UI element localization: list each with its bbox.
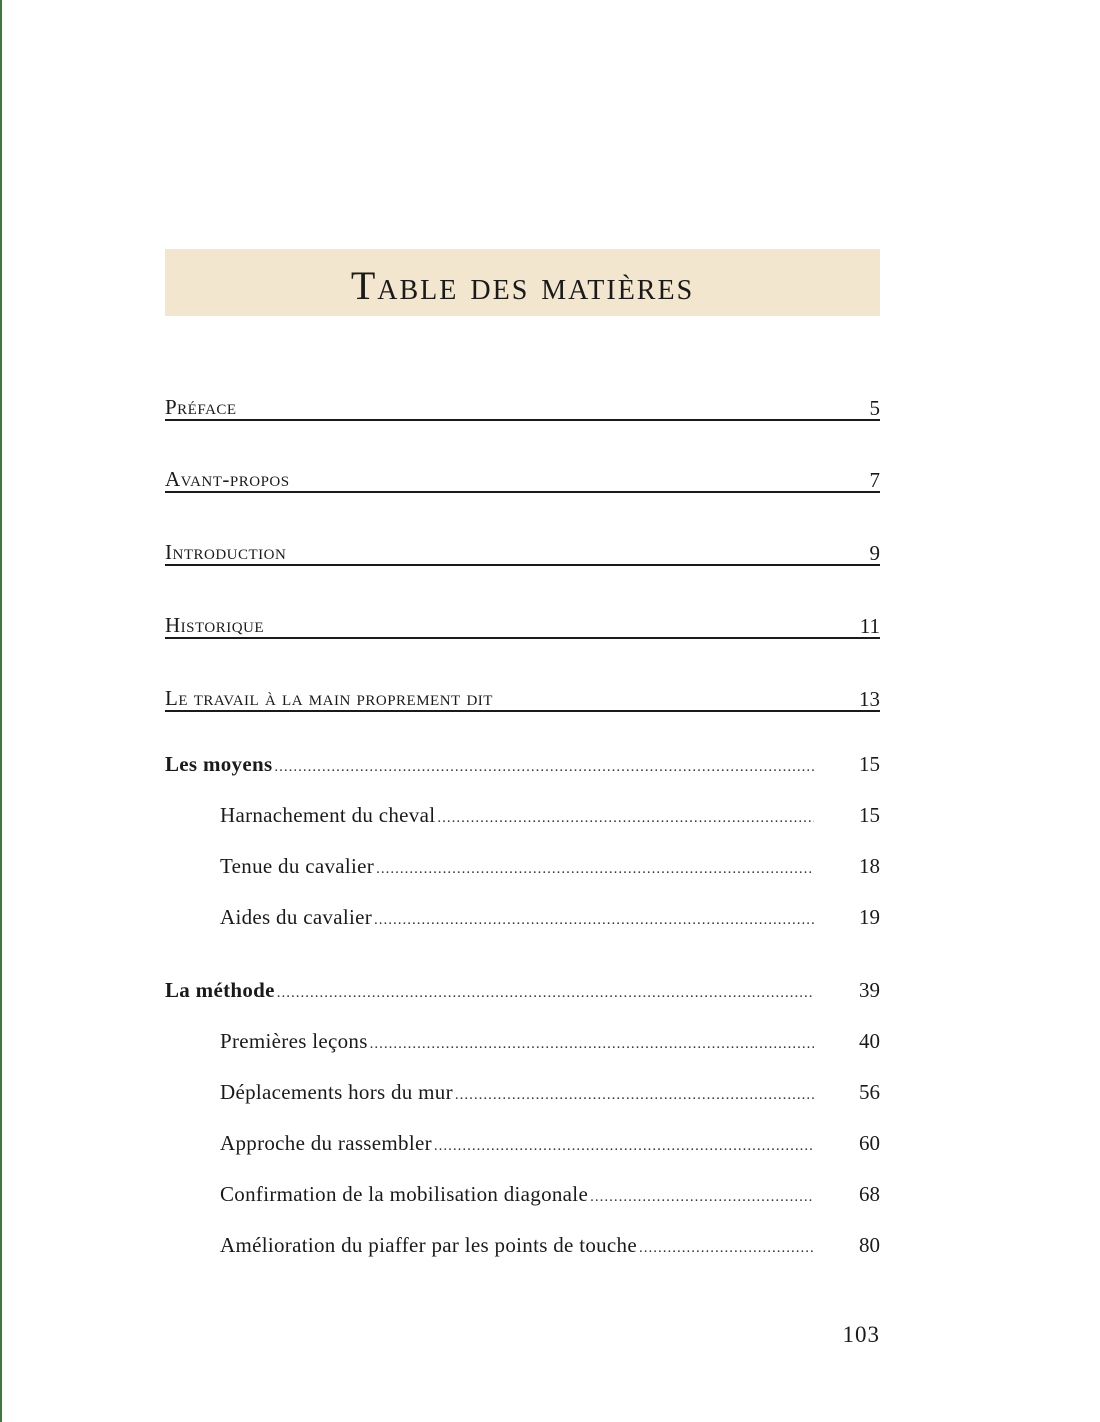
- entry-label: Aides du cavalier: [220, 905, 373, 929]
- toc-entry-tenue[interactable]: [220, 854, 880, 884]
- entry-page-number: 15: [859, 752, 880, 776]
- entry-label: Confirmation de la mobilisation diagonale: [220, 1182, 589, 1206]
- toc-entry-premieres-lecons[interactable]: [220, 1029, 880, 1059]
- entry-page-number: 18: [859, 854, 880, 878]
- toc-section-avant-propos[interactable]: [165, 461, 880, 493]
- page-edge-line: [0, 0, 2, 1422]
- dot-leader: [376, 861, 814, 878]
- title-banner: [165, 249, 880, 316]
- section-page-number: 9: [869, 541, 880, 565]
- section-label: Le travail à la main proprement dit: [165, 686, 493, 710]
- dot-leader: [370, 1036, 814, 1053]
- toc-entry-aides[interactable]: [220, 905, 880, 935]
- toc-section-historique[interactable]: [165, 607, 880, 639]
- section-label: Introduction: [165, 540, 287, 564]
- entry-label: Tenue du cavalier: [220, 854, 375, 878]
- page-number: 103: [842, 1322, 880, 1347]
- entry-page-number: 19: [859, 905, 880, 929]
- dot-leader: [590, 1189, 814, 1206]
- toc-entry-harnachement[interactable]: [220, 803, 880, 833]
- toc-entry-amelioration[interactable]: [220, 1233, 880, 1263]
- section-label: Historique: [165, 613, 265, 637]
- entry-page-number: 15: [859, 803, 880, 827]
- entry-label: Harnachement du cheval: [220, 803, 436, 827]
- entry-label: Les moyens: [165, 752, 273, 776]
- dot-leader: [277, 985, 814, 1002]
- toc-entry-la-methode[interactable]: [165, 978, 880, 1008]
- dot-leader: [437, 810, 814, 827]
- section-page-number: 7: [869, 468, 880, 492]
- entry-page-number: 39: [859, 978, 880, 1002]
- toc-entry-deplacements[interactable]: [220, 1080, 880, 1110]
- toc-section-introduction[interactable]: [165, 534, 880, 566]
- dot-leader: [639, 1240, 814, 1257]
- section-label: Avant-propos: [165, 467, 290, 491]
- section-page-number: 13: [859, 687, 880, 711]
- section-label: Préface: [165, 395, 237, 419]
- entry-page-number: 80: [859, 1233, 880, 1257]
- section-page-number: 11: [859, 614, 880, 638]
- toc-entry-approche[interactable]: [220, 1131, 880, 1161]
- toc-section-preface[interactable]: [165, 389, 880, 421]
- entry-label: La méthode: [165, 978, 275, 1002]
- toc-entry-les-moyens[interactable]: [165, 752, 880, 782]
- toc-entry-confirmation[interactable]: [220, 1182, 880, 1212]
- page-title: Table des matières: [350, 263, 695, 308]
- toc-section-travail-a-la-main[interactable]: [165, 680, 880, 712]
- entry-label: Déplacements hors du mur: [220, 1080, 453, 1104]
- entry-page-number: 68: [859, 1182, 880, 1206]
- dot-leader: [274, 759, 814, 776]
- section-page-number: 5: [869, 396, 880, 420]
- entry-page-number: 40: [859, 1029, 880, 1053]
- entry-page-number: 56: [859, 1080, 880, 1104]
- dot-leader: [374, 912, 814, 929]
- entry-label: Premières leçons: [220, 1029, 368, 1053]
- entry-label: Amélioration du piaffer par les points de touche: [220, 1233, 637, 1257]
- entry-label: Approche du rassembler: [220, 1131, 432, 1155]
- dot-leader: [434, 1138, 814, 1155]
- dot-leader: [455, 1087, 814, 1104]
- entry-page-number: 60: [859, 1131, 880, 1155]
